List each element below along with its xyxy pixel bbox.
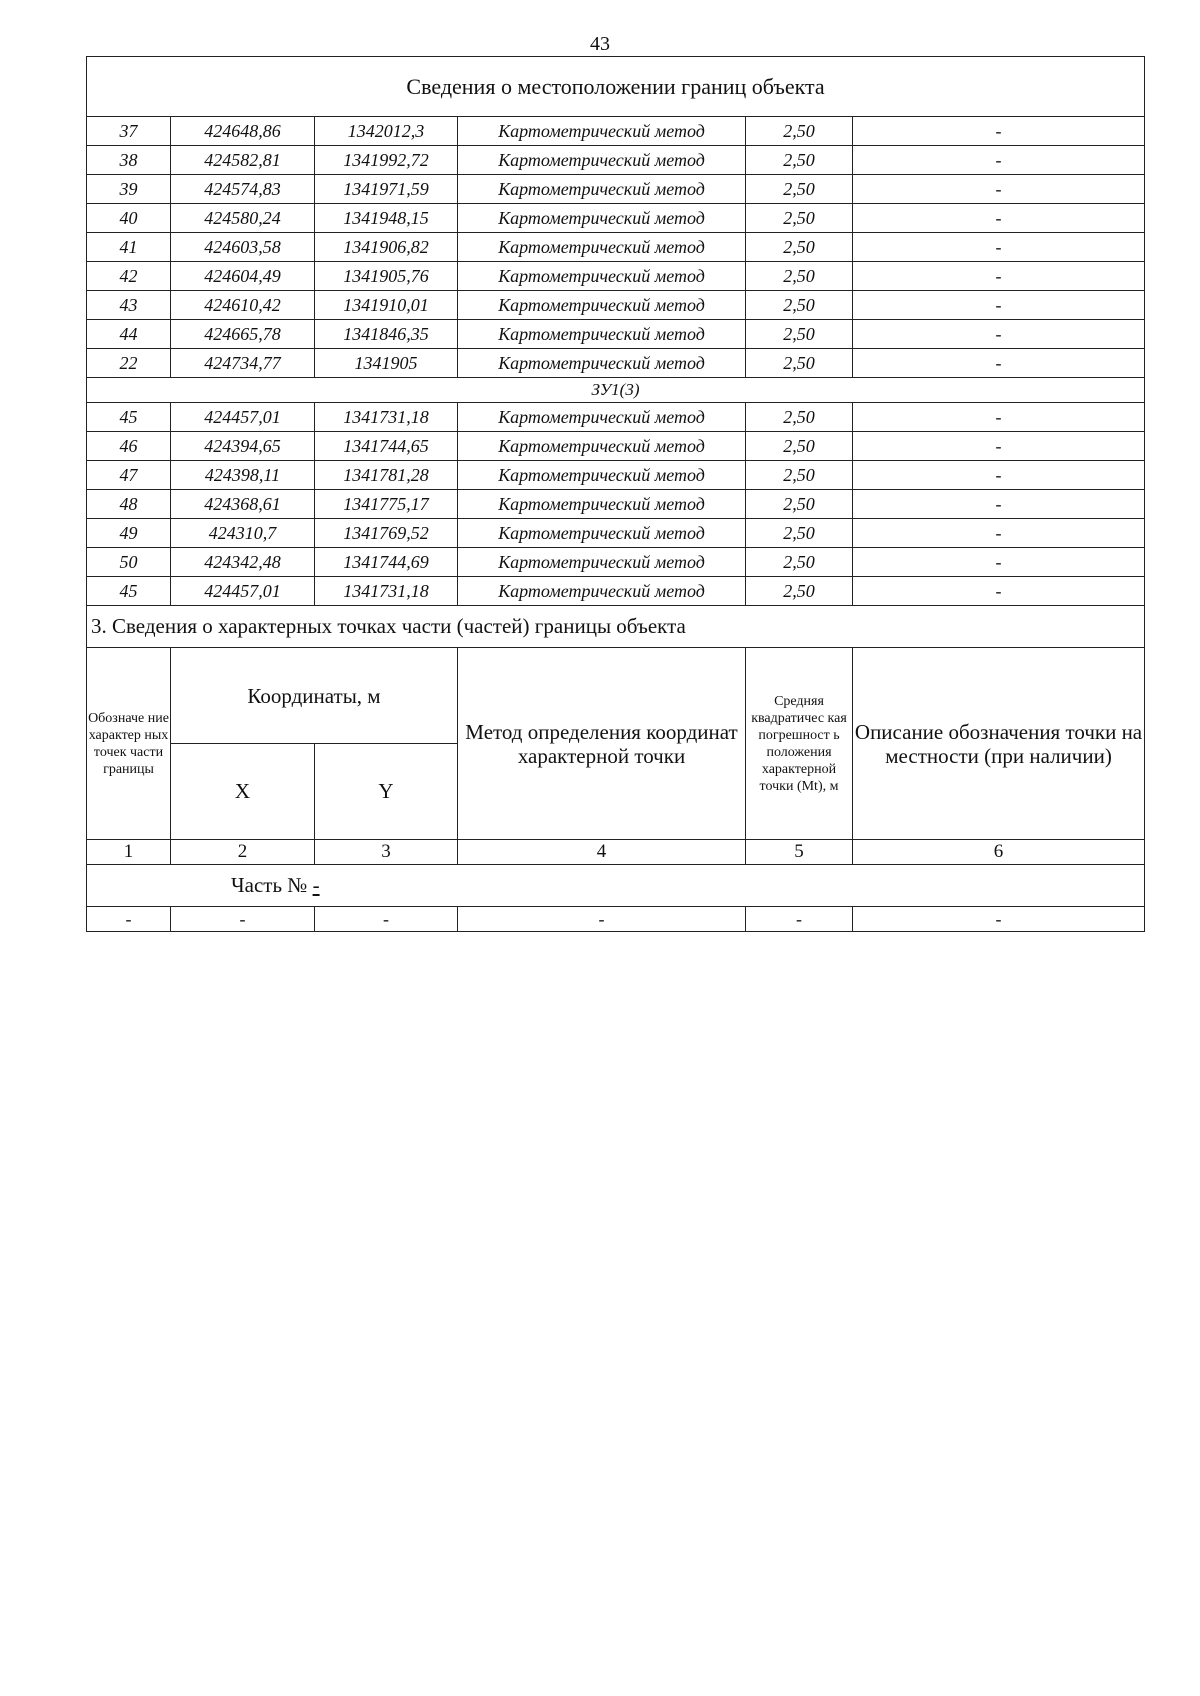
page-number: 43: [590, 33, 610, 55]
y-coordinate-cell: 1341906,82: [315, 233, 458, 262]
method-cell: Картометрический метод: [458, 146, 746, 175]
method-cell: Картометрический метод: [458, 117, 746, 146]
x-coordinate-cell: 424582,81: [171, 146, 315, 175]
table-row: [87, 320, 1145, 349]
section3-title-row: [87, 606, 1145, 648]
point-number-cell: 42: [87, 262, 171, 291]
description-cell: -: [853, 490, 1145, 519]
point-number-cell: 45: [87, 577, 171, 606]
column-number: 5: [746, 840, 853, 865]
point-number-cell: 49: [87, 519, 171, 548]
y-coordinate-cell: 1341744,69: [315, 548, 458, 577]
subsection-label: ЗУ1(3): [87, 378, 1145, 403]
y-coordinate-cell: 1341744,65: [315, 432, 458, 461]
mean-error-cell: 2,50: [746, 204, 853, 233]
section3-title: 3. Сведения о характерных точках части (частей) границы объекта: [87, 606, 1145, 648]
header-coordinates: Координаты, м: [171, 648, 458, 744]
part-cell: [87, 865, 1145, 907]
x-coordinate-cell: 424665,78: [171, 320, 315, 349]
subsection-row: [87, 378, 1145, 403]
x-coordinate-cell: 424398,11: [171, 461, 315, 490]
y-coordinate-cell: 1341775,17: [315, 490, 458, 519]
mean-error-cell: 2,50: [746, 262, 853, 291]
empty-cell: -: [315, 907, 458, 932]
empty-cell: -: [458, 907, 746, 932]
rows-part2: [87, 403, 1145, 606]
column-number: 4: [458, 840, 746, 865]
point-number-cell: 44: [87, 320, 171, 349]
description-cell: -: [853, 403, 1145, 432]
table-row: [87, 432, 1145, 461]
mean-error-cell: 2,50: [746, 490, 853, 519]
header-x: X: [171, 744, 315, 840]
y-coordinate-cell: 1341731,18: [315, 403, 458, 432]
part-label: Часть №: [231, 873, 308, 897]
point-number-cell: 48: [87, 490, 171, 519]
boundary-coordinates-table: [86, 56, 1145, 932]
point-number-cell: 22: [87, 349, 171, 378]
method-cell: Картометрический метод: [458, 519, 746, 548]
description-cell: -: [853, 349, 1145, 378]
y-coordinate-cell: 1341971,59: [315, 175, 458, 204]
point-number-cell: 50: [87, 548, 171, 577]
part-row: [87, 865, 1145, 907]
description-cell: -: [853, 548, 1145, 577]
point-number-cell: 45: [87, 403, 171, 432]
method-cell: Картометрический метод: [458, 233, 746, 262]
method-cell: Картометрический метод: [458, 432, 746, 461]
empty-cell: -: [171, 907, 315, 932]
table-row: [87, 146, 1145, 175]
x-coordinate-cell: 424734,77: [171, 349, 315, 378]
point-number-cell: 43: [87, 291, 171, 320]
column-number: 6: [853, 840, 1145, 865]
y-coordinate-cell: 1341948,15: [315, 204, 458, 233]
description-cell: -: [853, 577, 1145, 606]
header-mean-error: Средняя квадратичес кая погрешност ь положения характерной точки (Mt), м: [746, 648, 853, 840]
method-cell: Картометрический метод: [458, 291, 746, 320]
table-row: [87, 490, 1145, 519]
mean-error-cell: 2,50: [746, 577, 853, 606]
point-number-cell: 40: [87, 204, 171, 233]
x-coordinate-cell: 424574,83: [171, 175, 315, 204]
table-row: [87, 233, 1145, 262]
table-row: [87, 349, 1145, 378]
description-cell: -: [853, 291, 1145, 320]
x-coordinate-cell: 424342,48: [171, 548, 315, 577]
column-number: 1: [87, 840, 171, 865]
y-coordinate-cell: 1341769,52: [315, 519, 458, 548]
mean-error-cell: 2,50: [746, 349, 853, 378]
x-coordinate-cell: 424368,61: [171, 490, 315, 519]
table-row: [87, 519, 1145, 548]
header-description: Описание обозначения точки на местности (при наличии): [853, 648, 1145, 840]
y-coordinate-cell: 1341781,28: [315, 461, 458, 490]
method-cell: Картометрический метод: [458, 349, 746, 378]
x-coordinate-cell: 424603,58: [171, 233, 315, 262]
description-cell: -: [853, 262, 1145, 291]
method-cell: Картометрический метод: [458, 262, 746, 291]
x-coordinate-cell: 424648,86: [171, 117, 315, 146]
description-cell: -: [853, 320, 1145, 349]
x-coordinate-cell: 424310,7: [171, 519, 315, 548]
point-number-cell: 37: [87, 117, 171, 146]
method-cell: Картометрический метод: [458, 577, 746, 606]
table-row: [87, 403, 1145, 432]
table-row: [87, 291, 1145, 320]
table-row: [87, 175, 1145, 204]
method-cell: Картометрический метод: [458, 204, 746, 233]
x-coordinate-cell: 424457,01: [171, 577, 315, 606]
mean-error-cell: 2,50: [746, 291, 853, 320]
method-cell: Картометрический метод: [458, 175, 746, 204]
mean-error-cell: 2,50: [746, 403, 853, 432]
empty-cell: -: [746, 907, 853, 932]
point-number-cell: 41: [87, 233, 171, 262]
table-row: [87, 461, 1145, 490]
x-coordinate-cell: 424604,49: [171, 262, 315, 291]
empty-cell: -: [853, 907, 1145, 932]
table-row: [87, 577, 1145, 606]
x-coordinate-cell: 424610,42: [171, 291, 315, 320]
point-number-cell: 39: [87, 175, 171, 204]
description-cell: -: [853, 146, 1145, 175]
method-cell: Картометрический метод: [458, 548, 746, 577]
header-y: Y: [315, 744, 458, 840]
mean-error-cell: 2,50: [746, 519, 853, 548]
description-cell: -: [853, 233, 1145, 262]
y-coordinate-cell: 1342012,3: [315, 117, 458, 146]
description-cell: -: [853, 432, 1145, 461]
y-coordinate-cell: 1341905,76: [315, 262, 458, 291]
point-number-cell: 38: [87, 146, 171, 175]
x-coordinate-cell: 424394,65: [171, 432, 315, 461]
description-cell: -: [853, 204, 1145, 233]
column-number: 2: [171, 840, 315, 865]
table-row: [87, 262, 1145, 291]
point-number-cell: 46: [87, 432, 171, 461]
header-point-designation: Обозначе ние характер ных точек части границы: [87, 648, 171, 840]
table-row: [87, 548, 1145, 577]
description-cell: -: [853, 519, 1145, 548]
rows-part1: [87, 117, 1145, 378]
description-cell: -: [853, 117, 1145, 146]
part-value: -: [312, 873, 320, 897]
y-coordinate-cell: 1341731,18: [315, 577, 458, 606]
mean-error-cell: 2,50: [746, 117, 853, 146]
description-cell: -: [853, 175, 1145, 204]
description-cell: -: [853, 461, 1145, 490]
y-coordinate-cell: 1341992,72: [315, 146, 458, 175]
column-numbers-row: [87, 840, 1145, 865]
table-title: Сведения о местоположении границ объекта: [87, 57, 1145, 117]
method-cell: Картометрический метод: [458, 403, 746, 432]
mean-error-cell: 2,50: [746, 175, 853, 204]
table-row: [87, 117, 1145, 146]
y-coordinate-cell: 1341905: [315, 349, 458, 378]
y-coordinate-cell: 1341910,01: [315, 291, 458, 320]
table-title-row: [87, 57, 1145, 117]
point-number-cell: 47: [87, 461, 171, 490]
section3-header-row: [87, 648, 1145, 744]
table-row: [87, 204, 1145, 233]
method-cell: Картометрический метод: [458, 490, 746, 519]
empty-cell: -: [87, 907, 171, 932]
mean-error-cell: 2,50: [746, 233, 853, 262]
y-coordinate-cell: 1341846,35: [315, 320, 458, 349]
mean-error-cell: 2,50: [746, 320, 853, 349]
mean-error-cell: 2,50: [746, 548, 853, 577]
mean-error-cell: 2,50: [746, 146, 853, 175]
x-coordinate-cell: 424580,24: [171, 204, 315, 233]
mean-error-cell: 2,50: [746, 432, 853, 461]
method-cell: Картометрический метод: [458, 461, 746, 490]
mean-error-cell: 2,50: [746, 461, 853, 490]
x-coordinate-cell: 424457,01: [171, 403, 315, 432]
header-method: Метод определения координат характерной точки: [458, 648, 746, 840]
empty-data-row: [87, 907, 1145, 932]
method-cell: Картометрический метод: [458, 320, 746, 349]
column-number: 3: [315, 840, 458, 865]
